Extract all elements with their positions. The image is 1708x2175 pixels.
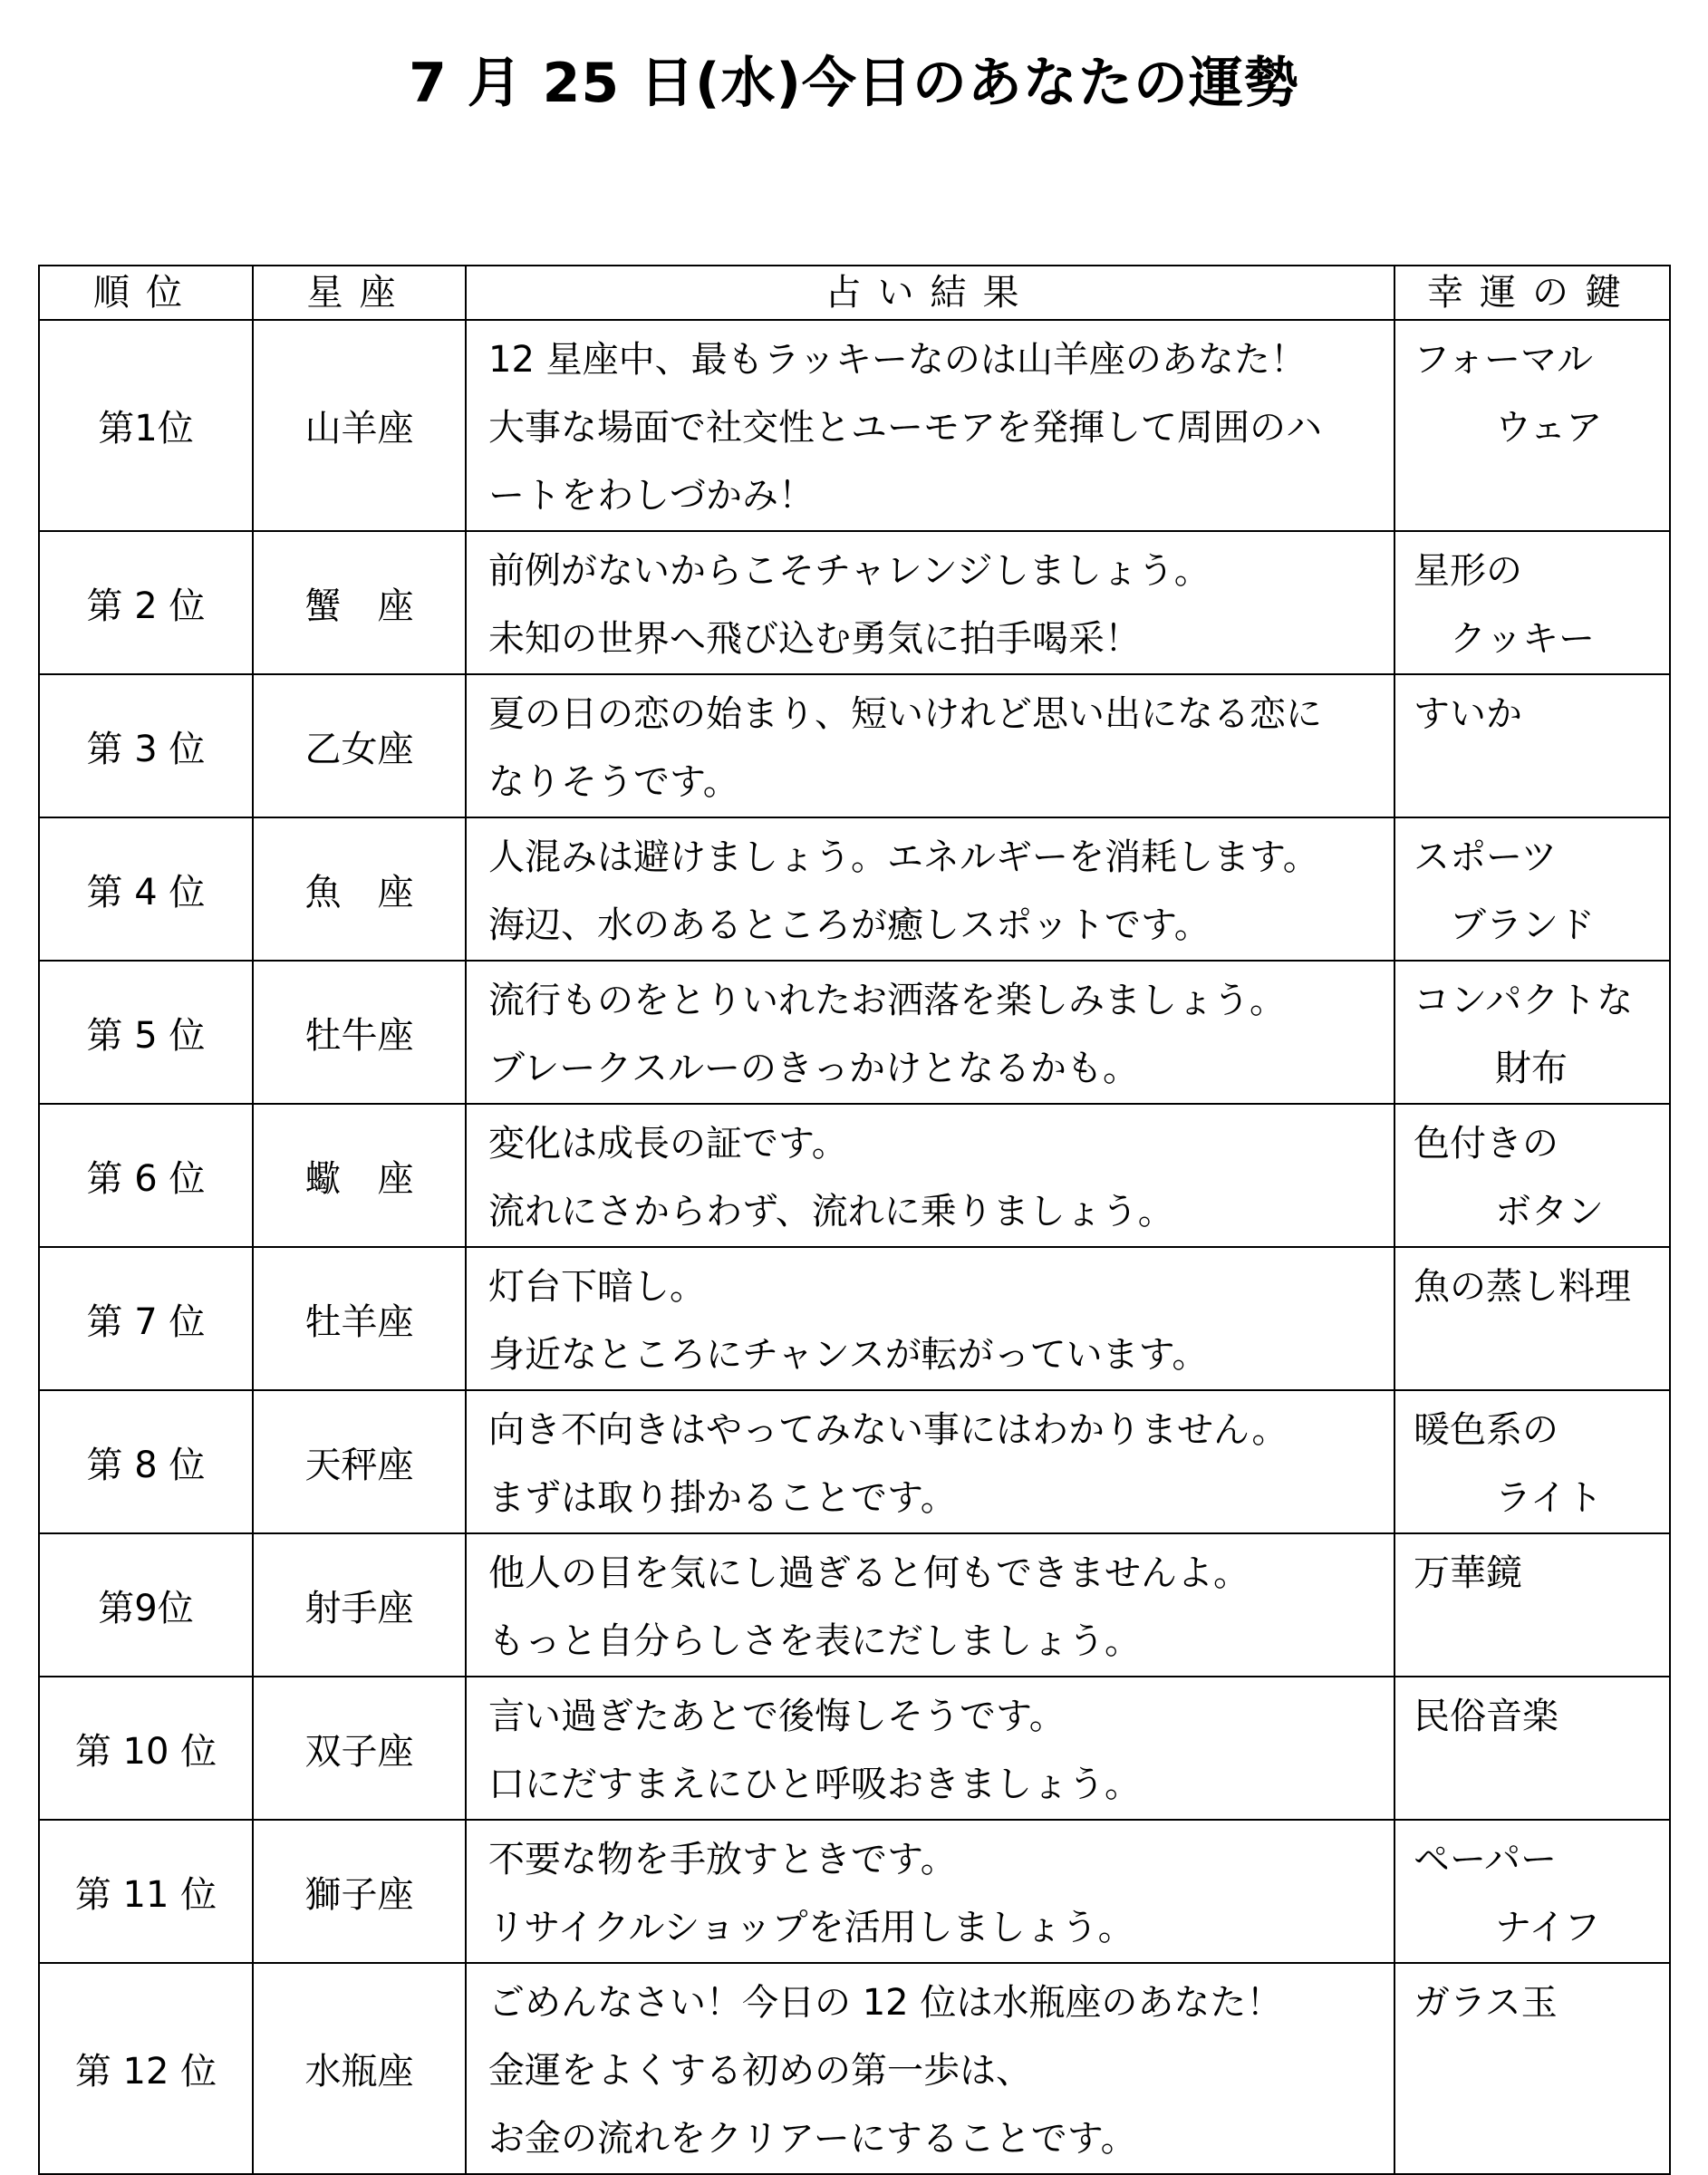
key-line: 財布: [1495, 1048, 1568, 1089]
rank-cell: 第 5 位: [39, 961, 253, 1104]
key-cell: [1394, 961, 1670, 1104]
result-line: ブレークスルーのきっかけとなるかも。: [488, 1048, 1139, 1089]
table-row: [39, 961, 1670, 1104]
rank-cell: 第 7 位: [39, 1247, 253, 1390]
sign-cell: 水瓶座: [253, 1963, 466, 2174]
result-line: 他人の目を気にし過ぎると何もできませんよ。: [488, 1552, 1250, 1594]
result-line: 未知の世界へ飛び込む勇気に拍手喝采！: [488, 618, 1141, 660]
key-line: ガラス玉: [1414, 1982, 1558, 2024]
result-line: なりそうです。: [488, 761, 739, 803]
table-row: [39, 1677, 1670, 1820]
key-cell: [1394, 1963, 1670, 2174]
sign-cell: 射手座: [253, 1533, 466, 1677]
rank-cell: 第 6 位: [39, 1104, 253, 1247]
result-cell: [466, 1533, 1394, 1677]
result-cell: [466, 1677, 1394, 1820]
sign-cell: 双子座: [253, 1677, 466, 1820]
result-cell: [466, 961, 1394, 1104]
table-row: [39, 1533, 1670, 1677]
table-header-row: [39, 266, 1670, 320]
result-cell: [466, 1820, 1394, 1963]
table-row: [39, 1104, 1670, 1247]
result-cell: [466, 1104, 1394, 1247]
key-line: コンパクトな: [1414, 980, 1635, 1021]
result-cell: [466, 1963, 1394, 2174]
result-cell: [466, 1390, 1394, 1533]
result-cell: [466, 817, 1394, 961]
table-row: [39, 1247, 1670, 1390]
sign-cell: 獅子座: [253, 1820, 466, 1963]
table-row: [39, 531, 1670, 674]
sign-cell: 牡牛座: [253, 961, 466, 1104]
result-line: 灯台下暗し。: [488, 1266, 706, 1308]
key-line: 暖色系の: [1414, 1409, 1558, 1451]
table-row: [39, 1963, 1670, 2174]
sign-cell: 牡羊座: [253, 1247, 466, 1390]
header-result: 占い結果: [466, 266, 1394, 320]
key-line: ペーパー: [1414, 1839, 1557, 1880]
result-cell: [466, 1247, 1394, 1390]
rank-cell: 第 2 位: [39, 531, 253, 674]
key-line: 星形の: [1414, 550, 1522, 592]
result-line: 身近なところにチャンスが転がっています。: [488, 1334, 1209, 1376]
rank-cell: 第 12 位: [39, 1963, 253, 2174]
table-row: [39, 320, 1670, 531]
result-line: 向き不向きはやってみない事にはわかりません。: [488, 1409, 1288, 1451]
header-key: 幸運の鍵: [1394, 266, 1670, 320]
key-cell: [1394, 320, 1670, 531]
key-cell: [1394, 674, 1670, 817]
key-line: クッキー: [1450, 618, 1595, 660]
key-cell: [1394, 1820, 1670, 1963]
result-line: 人混みは避けましょう。エネルギーを消耗します。: [488, 836, 1319, 878]
key-line: ライト: [1495, 1477, 1603, 1519]
key-cell: [1394, 1677, 1670, 1820]
sign-cell: 蟹 座: [253, 531, 466, 674]
result-line: 大事な場面で社交性とユーモアを発揮して周囲のハ: [488, 407, 1322, 449]
key-cell: [1394, 1533, 1670, 1677]
rank-cell: 第 8 位: [39, 1390, 253, 1533]
key-line: スポーツ: [1414, 836, 1558, 878]
sign-cell: 蠍 座: [253, 1104, 466, 1247]
sign-cell: 乙女座: [253, 674, 466, 817]
result-line: 言い過ぎたあとで後悔しそうです。: [488, 1696, 1066, 1737]
result-line: 夏の日の恋の始まり、短いけれど思い出になる恋に: [488, 693, 1322, 735]
header-rank: 順位: [39, 266, 253, 320]
result-line: ートをわしづかみ！: [488, 475, 815, 517]
header-sign: 星座: [253, 266, 466, 320]
result-line: 口にだすまえにひと呼吸おきましょう。: [488, 1764, 1141, 1805]
fortune-table: [38, 265, 1671, 2175]
result-line: 海辺、水のあるところが癒しスポットです。: [488, 904, 1211, 946]
key-line: フォーマル: [1414, 339, 1593, 381]
result-line: 変化は成長の証です。: [488, 1123, 848, 1165]
table-row: [39, 1390, 1670, 1533]
result-line: 前例がないからこそチャレンジしましょう。: [488, 550, 1211, 592]
table-row: [39, 1820, 1670, 1963]
result-line: 不要な物を手放すときです。: [488, 1839, 957, 1880]
rank-cell: 第 3 位: [39, 674, 253, 817]
key-cell: [1394, 817, 1670, 961]
sign-cell: 魚 座: [253, 817, 466, 961]
rank-cell: 第9位: [39, 1533, 253, 1677]
sign-cell: 山羊座: [253, 320, 466, 531]
key-line: 色付きの: [1414, 1123, 1558, 1165]
result-line: 金運をよくする初めの第一歩は、: [488, 2050, 1032, 2092]
rank-cell: 第 4 位: [39, 817, 253, 961]
table-row: [39, 674, 1670, 817]
result-line: リサイクルショップを活用しましょう。: [488, 1907, 1134, 1948]
key-line: ブランド: [1450, 904, 1595, 946]
result-line: 流れにさからわず、流れに乗りましょう。: [488, 1191, 1174, 1232]
key-cell: [1394, 1247, 1670, 1390]
key-cell: [1394, 1390, 1670, 1533]
key-cell: [1394, 531, 1670, 674]
key-line: ナイフ: [1495, 1907, 1600, 1948]
key-cell: [1394, 1104, 1670, 1247]
key-line: ウェア: [1495, 407, 1603, 449]
rank-cell: 第1位: [39, 320, 253, 531]
result-line: ごめんなさい！今日の 12 位は水瓶座のあなた！: [488, 1982, 1283, 2024]
result-line: 12 星座中、最もラッキーなのは山羊座のあなた！: [488, 339, 1307, 381]
rank-cell: 第 10 位: [39, 1677, 253, 1820]
key-line: 万華鏡: [1414, 1552, 1522, 1594]
result-cell: [466, 320, 1394, 531]
result-cell: [466, 531, 1394, 674]
result-line: 流行ものをとりいれたお洒落を楽しみましょう。: [488, 980, 1286, 1021]
result-cell: [466, 674, 1394, 817]
key-line: 魚の蒸し料理: [1414, 1266, 1631, 1308]
result-line: まずは取り掛かることです。: [488, 1477, 957, 1519]
rank-cell: 第 11 位: [39, 1820, 253, 1963]
result-line: お金の流れをクリアーにすることです。: [488, 2118, 1137, 2160]
page-title: 7 月 25 日(水)今日のあなたの運勢: [409, 52, 1299, 115]
key-line: 民俗音楽: [1414, 1696, 1558, 1737]
key-line: ボタン: [1495, 1191, 1604, 1232]
key-line: すいか: [1414, 693, 1522, 735]
table-row: [39, 817, 1670, 961]
result-line: もっと自分らしさを表にだしましょう。: [488, 1620, 1141, 1662]
sign-cell: 天秤座: [253, 1390, 466, 1533]
